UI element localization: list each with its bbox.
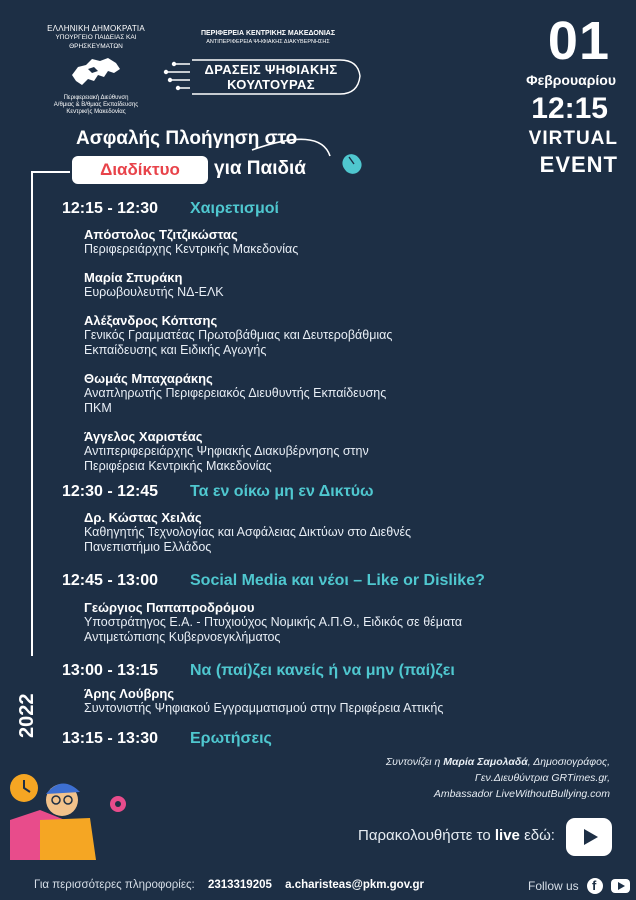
footer-info-label: Για περισσότερες πληροφορίες: xyxy=(34,879,195,891)
agenda-slot xyxy=(62,483,374,501)
youtube-icon[interactable] xyxy=(611,879,630,893)
agenda-slot xyxy=(62,572,485,590)
agenda-slot xyxy=(62,662,455,680)
slot-heading: Να (παί)ζει κανείς ή να μην (παί)ζει xyxy=(190,662,455,679)
speaker xyxy=(84,510,411,555)
greece-map-icon xyxy=(68,55,124,91)
speaker xyxy=(84,313,392,358)
speaker-role: Συντονιστής Ψηφιακού Εγγραμματισμού στην Περιφέρεια Αττικής xyxy=(84,701,444,715)
speaker xyxy=(84,371,386,416)
speaker xyxy=(84,227,298,257)
region-header xyxy=(196,30,340,46)
slot-heading: Ερωτήσεις xyxy=(190,730,272,747)
region-line1: ΠΕΡΙΦΕΡΕΙΑ ΚΕΝΤΡΙΚΗΣ ΜΑΚΕΔΟΝΙΑΣ xyxy=(200,30,336,37)
title-line1: Ασφαλής Πλοήγηση στο xyxy=(76,128,298,149)
ministry-sub2: Α/θμιας & Β/θμιας Εκπαίδευσης xyxy=(53,102,139,108)
slot-time: 12:15 - 12:30 xyxy=(62,200,159,217)
footer-phone[interactable]: 2313319205 xyxy=(207,879,272,891)
ministry-logo xyxy=(40,24,152,116)
speaker-role: Υποστράτηγος Ε.Α. - Πτυχιούχος Νομικής Α.Π.Θ., Ειδικός σε θέματα xyxy=(84,615,463,629)
agenda-slot xyxy=(62,730,272,748)
event-day: 01 xyxy=(547,11,610,71)
agenda-slot xyxy=(62,200,279,218)
title-line2: για Παιδιά xyxy=(214,158,306,179)
program-line1: ΔΡΑΣΕΙΣ ΨΗΦΙΑΚΗΣ xyxy=(204,62,338,77)
slot-heading: Χαιρετισμοί xyxy=(190,200,279,217)
virtual-label: VIRTUAL xyxy=(528,128,618,149)
year-label xyxy=(12,680,40,740)
coordinator-prefix: Συντονίζει η xyxy=(385,756,441,768)
speaker-name: Δρ. Κώστας Χειλάς xyxy=(84,510,202,525)
program-title xyxy=(196,62,346,92)
follow-us-label: Follow us xyxy=(528,879,579,893)
event-month: Φεβρουαρίου xyxy=(526,72,616,88)
event-label: EVENT xyxy=(539,152,618,177)
coordinator-name: Μαρία Σαμολαδά xyxy=(443,756,528,768)
speaker xyxy=(84,686,443,716)
region-line2: ΑΝΤΙΠΕΡΙΦΕΡΕΙΑ ΨΗΦΙΑΚΗΣ ΔΙΑΚΥΒΕΡΝΗΣΗΣ xyxy=(206,39,330,45)
speaker-role: Ευρωβουλευτής ΝΔ-ΕΛΚ xyxy=(84,285,224,299)
speaker-role-cont: Αντιμετώπισης Κυβερνοεγκλήματος xyxy=(84,630,281,644)
speaker xyxy=(84,429,369,474)
speaker-name: Μαρία Σπυράκη xyxy=(84,270,183,285)
slot-time: 13:00 - 13:15 xyxy=(62,662,159,679)
speaker-role-cont: Πανεπιστήμιο Ελλάδος xyxy=(84,540,212,554)
speaker-role: Αναπληρωτής Περιφερειακός Διευθυντής Εκπαίδευσης xyxy=(84,386,387,400)
speaker-name: Άγγελος Χαριστέας xyxy=(84,429,203,444)
speaker-role: Καθηγητής Τεχνολογίας και Ασφάλειας Δικτύων στο Διεθνές xyxy=(84,525,412,539)
ministry-sub1: Περιφερειακή Διεύθυνση xyxy=(63,95,129,101)
ministry-line1: ΕΛΛΗΝΙΚΗ ΔΗΜΟΚΡΑΤΙΑ xyxy=(47,24,145,33)
speaker-name: Απόστολος Τζιτζικώστας xyxy=(84,227,238,242)
kids-illustration xyxy=(0,760,140,870)
speaker-role: Γενικός Γραμματέας Πρωτοβάθμιας και Δευτεροβάθμιας xyxy=(84,328,393,342)
speaker-name: Αλέξανδρος Κόπτσης xyxy=(84,313,218,328)
ministry-line2: ΥΠΟΥΡΓΕΙΟ ΠΑΙΔΕΙΑΣ ΚΑΙ ΘΡΗΣΚΕΥΜΑΤΩΝ xyxy=(55,34,137,50)
coordinator-note xyxy=(386,754,610,802)
youtube-play-button[interactable] xyxy=(566,818,612,856)
speaker-name: Θωμάς Μπαχαράκης xyxy=(84,371,213,386)
coordinator-line2: Γεν.Διευθύντρια GRTimes.gr, xyxy=(474,772,610,784)
speaker-role-cont: Περιφέρεια Κεντρικής Μακεδονίας xyxy=(84,459,272,473)
title-highlight: Διαδίκτυο xyxy=(72,156,208,184)
speaker-role: Περιφερειάρχης Κεντρικής Μακεδονίας xyxy=(84,242,299,256)
coordinator-suffix: , Δημοσιογράφος, xyxy=(527,756,610,768)
slot-time: 12:45 - 13:00 xyxy=(62,572,159,589)
coordinator-line3: Ambassador LiveWithoutBullying.com xyxy=(433,788,610,800)
event-time: 12:15 xyxy=(531,92,608,125)
footer-email[interactable]: a.charisteas@pkm.gov.gr xyxy=(285,879,424,891)
speaker-role: Αντιπεριφερειάρχης Ψηφιακής Διακυβέρνησης στην xyxy=(84,444,369,458)
footer-info xyxy=(34,879,424,891)
slot-heading: Social Media και νέοι – Like or Dislike? xyxy=(190,572,485,589)
watch-prefix: Παρακολουθήστε το xyxy=(358,827,491,844)
speaker-role-cont: Εκπαίδευσης και Ειδικής Αγωγής xyxy=(84,343,267,357)
mouse-icon xyxy=(340,148,366,178)
watch-live-text xyxy=(358,827,555,844)
slot-time: 13:15 - 13:30 xyxy=(62,730,159,747)
slot-time: 12:30 - 12:45 xyxy=(62,483,159,500)
speaker-name: Άρης Λούβρης xyxy=(84,686,175,701)
watch-suffix: εδώ: xyxy=(524,827,555,844)
program-line2: ΚΟΥΛΤΟΥΡΑΣ xyxy=(227,77,315,92)
speaker xyxy=(84,270,224,300)
speaker-name: Γεώργιος Παπαπροδρόμου xyxy=(84,600,255,615)
speaker xyxy=(84,600,462,645)
facebook-icon[interactable] xyxy=(587,878,603,894)
slot-heading: Τα εν οίκω μη εν Δικτύω xyxy=(190,483,374,500)
ministry-sub3: Κεντρικής Μακεδονίας xyxy=(66,109,126,115)
watch-live: live xyxy=(494,827,520,844)
speaker-role-cont: ΠΚΜ xyxy=(84,401,112,415)
year-text: 2022 xyxy=(16,693,38,738)
